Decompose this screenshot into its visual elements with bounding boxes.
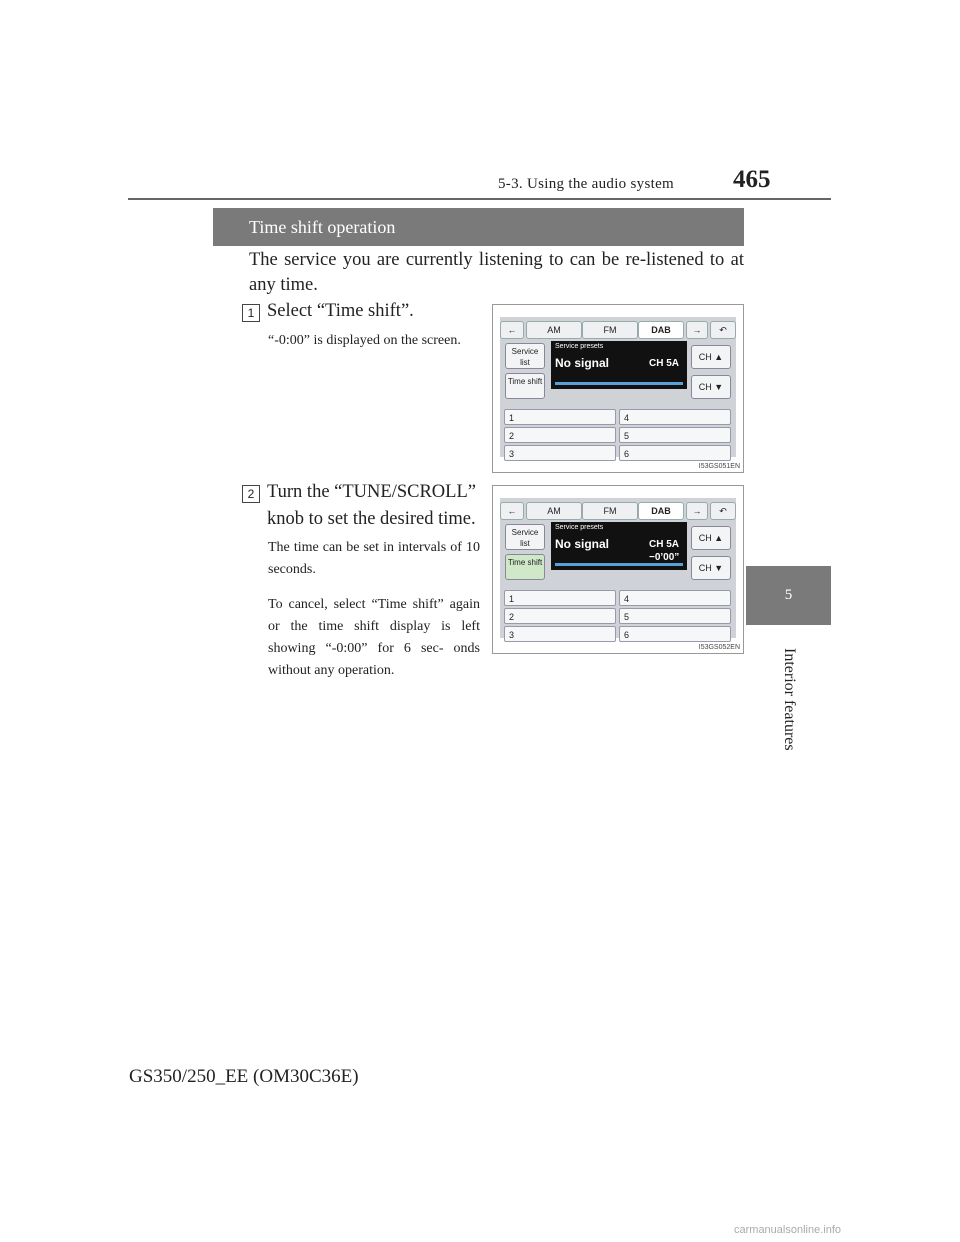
tab-fm[interactable]: FM bbox=[582, 321, 638, 339]
preset-button[interactable]: 2 bbox=[504, 427, 616, 443]
preset-button[interactable]: 5 bbox=[619, 427, 731, 443]
time-shift-button[interactable]: Time shift bbox=[505, 554, 545, 580]
step-number: 2 bbox=[242, 485, 260, 503]
ch-down-button[interactable]: CH ▼ bbox=[691, 375, 731, 399]
step-text-line: knob to set the desired time. bbox=[267, 509, 476, 529]
footer-model: GS350/250_EE (OM30C36E) bbox=[129, 1066, 359, 1087]
preset-button[interactable]: 5 bbox=[619, 608, 731, 624]
return-icon[interactable]: ↶ bbox=[710, 502, 736, 520]
tab-am[interactable]: AM bbox=[526, 502, 582, 520]
signal-status: No signal bbox=[555, 537, 610, 551]
intro-text: The service you are currently listening to can be re-listened to at any time. bbox=[249, 250, 744, 295]
channel-readout: CH 5A bbox=[649, 358, 680, 369]
service-list-button[interactable]: Service list bbox=[505, 524, 545, 550]
illustration-code: I53GS052EN bbox=[698, 644, 740, 651]
display-caption: Service presets bbox=[555, 343, 604, 350]
tab-dab[interactable]: DAB bbox=[638, 321, 684, 339]
preset-button[interactable]: 6 bbox=[619, 445, 731, 461]
watermark: carmanualsonline.info bbox=[734, 1224, 842, 1236]
tab-dab[interactable]: DAB bbox=[638, 502, 684, 520]
ch-down-button[interactable]: CH ▼ bbox=[691, 556, 731, 580]
preset-button[interactable]: 4 bbox=[619, 590, 731, 606]
tab-fm[interactable]: FM bbox=[582, 502, 638, 520]
ch-up-button[interactable]: CH ▲ bbox=[691, 526, 731, 550]
signal-bar bbox=[555, 382, 683, 385]
preset-button[interactable]: 6 bbox=[619, 626, 731, 642]
screen-illustration bbox=[492, 304, 744, 473]
back-arrow-icon[interactable]: ← bbox=[500, 321, 524, 339]
time-shift-readout: −0’00” bbox=[649, 552, 680, 563]
step-text: Select “Time shift”. bbox=[267, 301, 414, 321]
step-note: “-0:00” is displayed on the screen. bbox=[268, 333, 461, 348]
step-note: To cancel, select “Time shift” again or the time shift display is left showing “-0:00” for 6 sec- onds without any operation. bbox=[268, 597, 480, 678]
tab-bar bbox=[500, 321, 736, 337]
forward-arrow-icon[interactable]: → bbox=[686, 502, 708, 520]
preset-button[interactable]: 3 bbox=[504, 626, 616, 642]
tab-am[interactable]: AM bbox=[526, 321, 582, 339]
time-shift-button[interactable]: Time shift bbox=[505, 373, 545, 399]
service-list-button[interactable]: Service list bbox=[505, 343, 545, 369]
station-display bbox=[551, 522, 687, 570]
return-icon[interactable]: ↶ bbox=[710, 321, 736, 339]
audio-panel bbox=[500, 317, 736, 457]
step-note: The time can be set in intervals of 10 seconds. bbox=[268, 540, 480, 577]
step-number: 1 bbox=[242, 304, 260, 322]
preset-button[interactable]: 1 bbox=[504, 590, 616, 606]
chapter-tab: 5 bbox=[746, 566, 831, 625]
header-rule bbox=[128, 198, 831, 200]
back-arrow-icon[interactable]: ← bbox=[500, 502, 524, 520]
page-number: 465 bbox=[733, 166, 771, 193]
illustration-code: I53GS051EN bbox=[698, 463, 740, 470]
step-text-line: Turn the “TUNE/SCROLL” bbox=[267, 482, 476, 502]
display-caption: Service presets bbox=[555, 524, 604, 531]
preset-button[interactable]: 3 bbox=[504, 445, 616, 461]
forward-arrow-icon[interactable]: → bbox=[686, 321, 708, 339]
preset-button[interactable]: 2 bbox=[504, 608, 616, 624]
tab-bar bbox=[500, 502, 736, 518]
ch-up-button[interactable]: CH ▲ bbox=[691, 345, 731, 369]
signal-bar bbox=[555, 563, 683, 566]
preset-button[interactable]: 1 bbox=[504, 409, 616, 425]
screen-illustration bbox=[492, 485, 744, 654]
section-title: Time shift operation bbox=[213, 208, 744, 246]
preset-button[interactable]: 4 bbox=[619, 409, 731, 425]
signal-status: No signal bbox=[555, 356, 610, 370]
chapter-label: Interior features bbox=[781, 648, 798, 751]
station-display bbox=[551, 341, 687, 389]
channel-readout: CH 5A bbox=[649, 539, 680, 550]
audio-panel bbox=[500, 498, 736, 638]
header-title: 5-3. Using the audio system bbox=[498, 176, 675, 192]
